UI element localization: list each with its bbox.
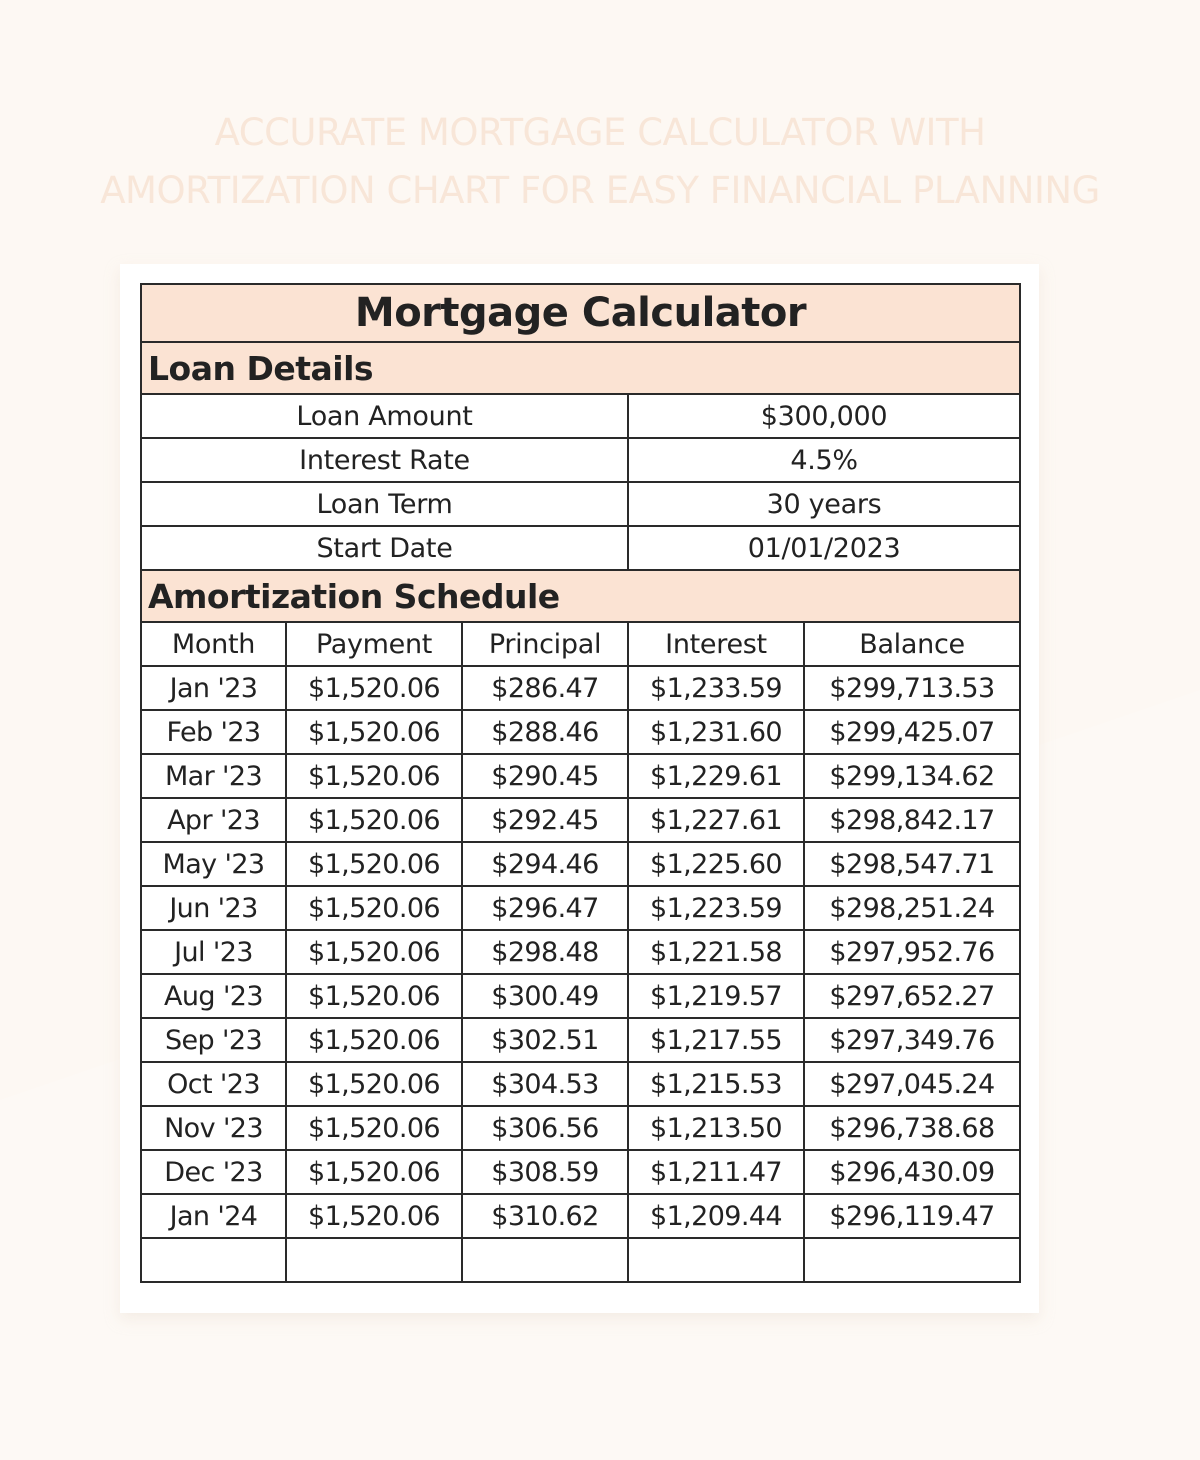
cell-payment-empty[interactable] [286,1238,462,1282]
column-header-balance[interactable]: Balance [804,622,1020,666]
column-header-payment[interactable]: Payment [286,622,462,666]
loan-detail-value[interactable]: 30 years [628,482,1020,526]
cell-interest[interactable]: $1,231.60 [628,710,804,754]
loan-detail-label[interactable]: Start Date [141,526,628,570]
cell-month[interactable]: May '23 [141,842,286,886]
cell-principal[interactable]: $294.46 [462,842,628,886]
cell-interest[interactable]: $1,213.50 [628,1106,804,1150]
cell-principal[interactable]: $304.53 [462,1062,628,1106]
calculator-title-row [141,284,1020,342]
cell-principal[interactable]: $306.56 [462,1106,628,1150]
table-row [141,886,1020,930]
table-row [141,930,1020,974]
loan-detail-label[interactable]: Loan Amount [141,394,628,438]
cell-payment[interactable]: $1,520.06 [286,710,462,754]
cell-balance[interactable]: $298,842.17 [804,798,1020,842]
cell-balance[interactable]: $298,251.24 [804,886,1020,930]
cell-payment[interactable]: $1,520.06 [286,886,462,930]
cell-principal[interactable]: $292.45 [462,798,628,842]
table-row [141,974,1020,1018]
cell-principal[interactable]: $290.45 [462,754,628,798]
table-row-empty [141,1238,1020,1282]
table-row [141,710,1020,754]
cell-balance[interactable]: $299,134.62 [804,754,1020,798]
cell-payment[interactable]: $1,520.06 [286,1194,462,1238]
amortization-column-headers [141,622,1020,666]
cell-balance[interactable]: $296,119.47 [804,1194,1020,1238]
cell-month[interactable]: Jan '23 [141,666,286,710]
column-header-month[interactable]: Month [141,622,286,666]
cell-principal[interactable]: $310.62 [462,1194,628,1238]
cell-month[interactable]: Sep '23 [141,1018,286,1062]
cell-principal[interactable]: $300.49 [462,974,628,1018]
page-title-line-2: AMORTIZATION CHART FOR EASY FINANCIAL PLANNING [100,169,1100,212]
loan-detail-row-interest-rate [141,438,1020,482]
loan-detail-label[interactable]: Loan Term [141,482,628,526]
cell-payment[interactable]: $1,520.06 [286,1018,462,1062]
cell-interest[interactable]: $1,209.44 [628,1194,804,1238]
amortization-heading-row [141,570,1020,622]
cell-payment[interactable]: $1,520.06 [286,1150,462,1194]
cell-payment[interactable]: $1,520.06 [286,1062,462,1106]
calculator-title: Mortgage Calculator [141,284,1020,342]
cell-balance-empty[interactable] [804,1238,1020,1282]
cell-balance[interactable]: $299,713.53 [804,666,1020,710]
cell-month[interactable]: Mar '23 [141,754,286,798]
cell-interest[interactable]: $1,229.61 [628,754,804,798]
calculator-card [120,264,1039,1313]
cell-principal-empty[interactable] [462,1238,628,1282]
loan-details-heading-row [141,342,1020,394]
table-row [141,1106,1020,1150]
mortgage-calculator-table [140,283,1021,1283]
loan-detail-label[interactable]: Interest Rate [141,438,628,482]
table-row [141,1018,1020,1062]
cell-interest[interactable]: $1,221.58 [628,930,804,974]
cell-month[interactable]: Jul '23 [141,930,286,974]
cell-payment[interactable]: $1,520.06 [286,974,462,1018]
cell-month[interactable]: Jan '24 [141,1194,286,1238]
cell-balance[interactable]: $298,547.71 [804,842,1020,886]
table-row [141,842,1020,886]
cell-interest[interactable]: $1,233.59 [628,666,804,710]
cell-interest[interactable]: $1,217.55 [628,1018,804,1062]
column-header-principal[interactable]: Principal [462,622,628,666]
cell-balance[interactable]: $297,349.76 [804,1018,1020,1062]
cell-month[interactable]: Dec '23 [141,1150,286,1194]
cell-month[interactable]: Apr '23 [141,798,286,842]
cell-principal[interactable]: $288.46 [462,710,628,754]
cell-balance[interactable]: $296,738.68 [804,1106,1020,1150]
cell-payment[interactable]: $1,520.06 [286,798,462,842]
cell-month[interactable]: Nov '23 [141,1106,286,1150]
cell-balance[interactable]: $296,430.09 [804,1150,1020,1194]
amortization-heading: Amortization Schedule [141,570,1020,622]
cell-month[interactable]: Oct '23 [141,1062,286,1106]
cell-interest[interactable]: $1,215.53 [628,1062,804,1106]
table-row [141,1194,1020,1238]
cell-month[interactable]: Jun '23 [141,886,286,930]
cell-payment[interactable]: $1,520.06 [286,754,462,798]
loan-detail-row-loan-term [141,482,1020,526]
loan-detail-value[interactable]: 4.5% [628,438,1020,482]
loan-detail-row-start-date [141,526,1020,570]
cell-month[interactable]: Aug '23 [141,974,286,1018]
loan-detail-value[interactable]: 01/01/2023 [628,526,1020,570]
loan-detail-value[interactable]: $300,000 [628,394,1020,438]
cell-month[interactable]: Feb '23 [141,710,286,754]
cell-payment[interactable]: $1,520.06 [286,666,462,710]
cell-balance[interactable]: $297,952.76 [804,930,1020,974]
loan-detail-row-loan-amount [141,394,1020,438]
cell-balance[interactable]: $297,652.27 [804,974,1020,1018]
cell-interest[interactable]: $1,227.61 [628,798,804,842]
cell-payment[interactable]: $1,520.06 [286,1106,462,1150]
table-row [141,666,1020,710]
cell-principal[interactable]: $296.47 [462,886,628,930]
cell-balance[interactable]: $299,425.07 [804,710,1020,754]
cell-month-empty[interactable] [141,1238,286,1282]
cell-interest-empty[interactable] [628,1238,804,1282]
page-title-line-1: ACCURATE MORTGAGE CALCULATOR WITH [214,111,986,154]
loan-details-heading: Loan Details [141,342,1020,394]
cell-payment[interactable]: $1,520.06 [286,842,462,886]
cell-principal[interactable]: $302.51 [462,1018,628,1062]
cell-principal[interactable]: $298.48 [462,930,628,974]
cell-payment[interactable]: $1,520.06 [286,930,462,974]
cell-principal[interactable]: $286.47 [462,666,628,710]
table-row [141,1062,1020,1106]
cell-principal[interactable]: $308.59 [462,1150,628,1194]
page-title [0,104,1200,220]
column-header-interest[interactable]: Interest [628,622,804,666]
cell-interest[interactable]: $1,225.60 [628,842,804,886]
table-row [141,798,1020,842]
table-row [141,1150,1020,1194]
cell-balance[interactable]: $297,045.24 [804,1062,1020,1106]
cell-interest[interactable]: $1,223.59 [628,886,804,930]
table-row [141,754,1020,798]
cell-interest[interactable]: $1,211.47 [628,1150,804,1194]
cell-interest[interactable]: $1,219.57 [628,974,804,1018]
